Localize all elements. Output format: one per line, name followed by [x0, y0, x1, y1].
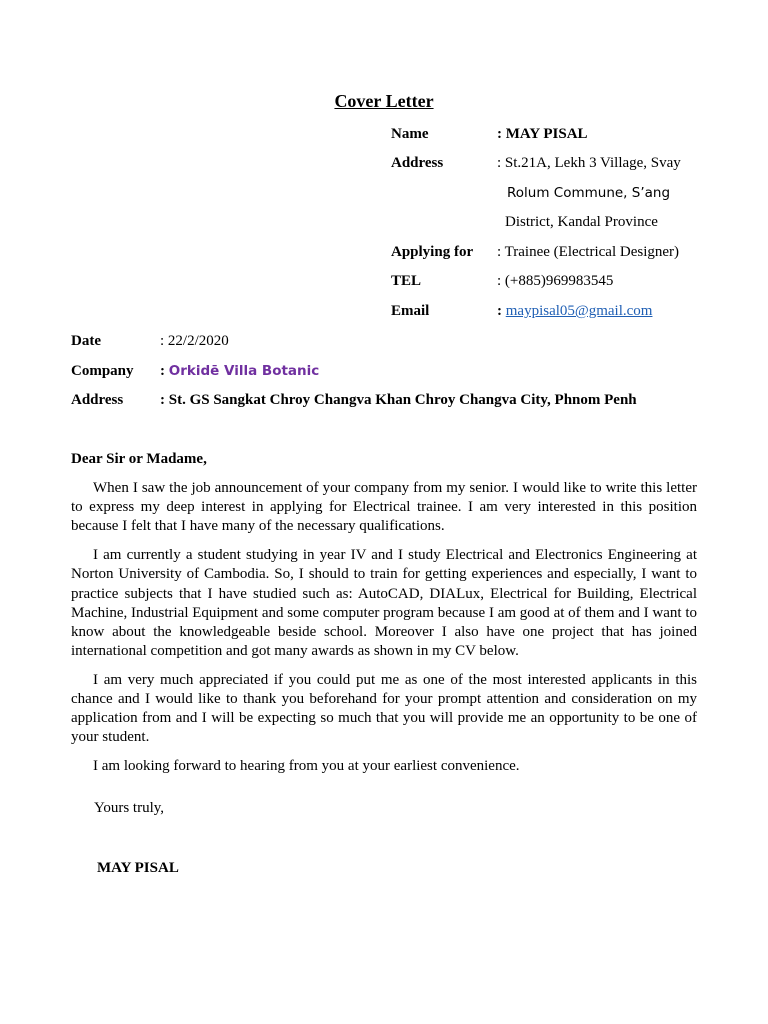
email-row	[497, 302, 652, 320]
company-label: Company	[71, 363, 134, 379]
company-name: Orkidē Villa Botanic	[168, 363, 320, 379]
paragraph-1: When I saw the job announcement of your company from my senior. I would like to write this letter to express my deep interest in applying for Electrical trainee. I am very interested in this position because I felt that I have many of the necessary qualifications.	[71, 480, 697, 535]
tel-value: : (+885)969983545	[497, 273, 614, 289]
recipient-address-label: Address	[71, 392, 124, 408]
tel-label: TEL	[391, 273, 422, 289]
name-label: Name	[391, 126, 429, 142]
company-row	[160, 362, 319, 380]
applying-for-value: : Trainee (Electrical Designer)	[497, 244, 680, 260]
date-label: Date	[71, 333, 101, 349]
address-line-3: District, Kandal Province	[505, 214, 658, 230]
address-line-2: Rolum Commune, S’ang	[507, 185, 671, 201]
address-line-1: : St.21A, Lekh 3 Village, Svay	[497, 155, 681, 171]
letter-body	[71, 479, 697, 786]
address-label: Address	[391, 155, 444, 171]
applying-for-label: Applying for	[391, 244, 474, 260]
paragraph-2: I am currently a student studying in year IV and I study Electrical and Electronics Engineering at Norton University of Cambodia. So, I should to train for getting experiences and especially, I want to practice subjects that I have studied such as: AutoCAD, DIALux, Electrical for Building, Electrical Machine, Industrial Equipment and some computer program because I am good at of them and I want to know about the knowledgeable beside school. Moreover I also have one project that has joined international competition and got many awards as shown in my CV below.	[71, 547, 697, 660]
paragraph-4: I am looking forward to hearing from you at your earliest convenience.	[93, 758, 520, 775]
salutation: Dear Sir or Madame,	[71, 451, 207, 467]
email-colon: :	[497, 303, 506, 319]
email-label: Email	[391, 303, 430, 319]
signature: MAY PISAL	[97, 860, 179, 876]
email-link[interactable]: maypisal05@gmail.com	[505, 303, 653, 319]
name-value: : MAY PISAL	[497, 126, 588, 142]
recipient-address-value: : St. GS Sangkat Chroy Changva Khan Chroy Changva City, Phnom Penh	[160, 392, 637, 408]
closing: Yours truly,	[94, 800, 165, 816]
date-value: : 22/2/2020	[160, 333, 229, 349]
cover-letter-title: Cover Letter	[334, 91, 434, 111]
paragraph-3: I am very much appreciated if you could put me as one of the most interested applicants in this chance and I would like to thank you beforehand for your prompt attention and consideration on my application from and I will be expecting so much that you will provide me an opportunity to be one of your student.	[71, 671, 697, 746]
company-colon: :	[160, 363, 169, 379]
